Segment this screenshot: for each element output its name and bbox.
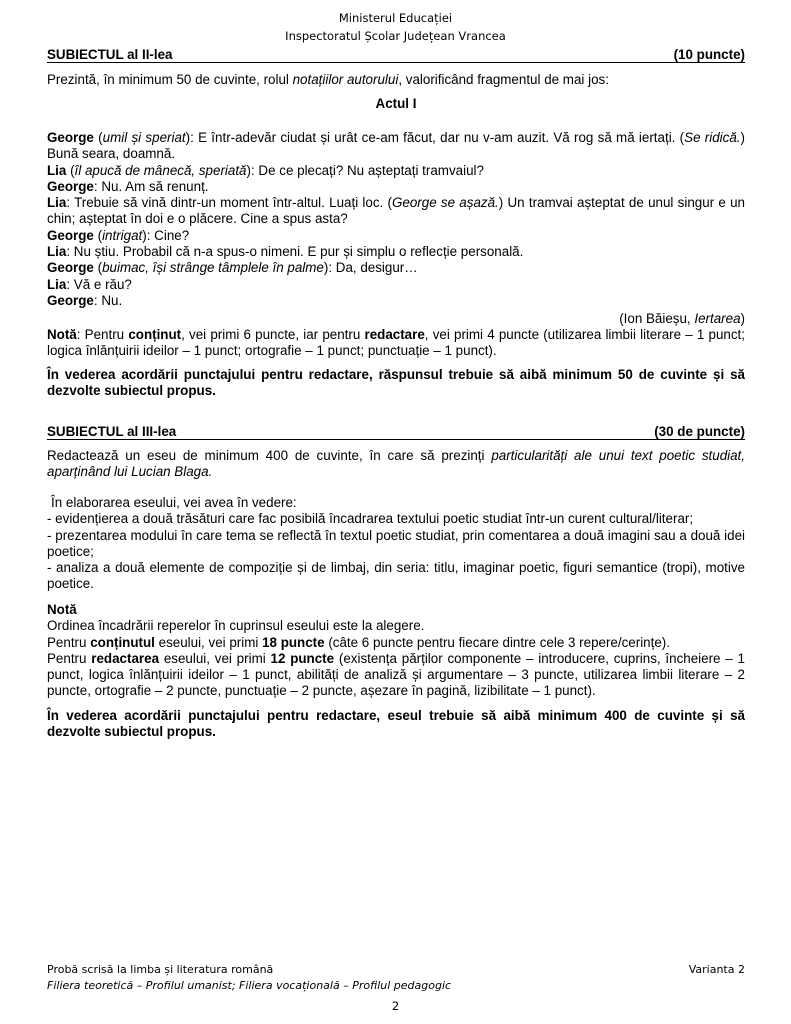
- page-number: 2: [391, 999, 400, 1013]
- act-title: Actul I: [375, 96, 417, 111]
- section-3-heading: [47, 424, 745, 440]
- dialogue-line: Lia: Vă e rău?: [47, 276, 132, 292]
- section-3-title: SUBIECTUL al III-lea: [47, 424, 177, 439]
- source-citation: (Ion Băieșu, Iertarea): [619, 311, 745, 326]
- dialogue-line: Lia: Trebuie să vină dintr-un moment într-altul. Luați loc. (George se așază.) Un tramvai așteptat de unul singur e un chin; așteptat în doi e o plăcere. Cine a spus asta?: [47, 195, 745, 227]
- footer-variant: Varianta 2: [688, 963, 745, 976]
- section-2-heading: [47, 47, 745, 63]
- section-2-bold-note: În vederea acordării punctajului pentru redactare, răspunsul trebuie să aibă minimum 50 de cuvinte și să dezvolte subiectul propus.: [47, 367, 745, 399]
- dialogue-line: George: Nu. Am să renunț.: [47, 178, 209, 194]
- section-3-note: Notă Ordinea încadrării reperelor în cuprinsul eseului este la alegere. Pentru conținutul eseului, vei primi 18 puncte (câte 6 puncte pentru fiecare dintre cele 3 repere/cerințe). Pentru redactarea eseului, vei primi 12 puncte (existența părților componente – introducere, cuprins, încheiere – 1 punct, logica înlănțuirii ideilor – 1 punct, abilități de analiză și argumentare – 3 puncte, utilizarea limbii literare – 2 puncte, ortografie – 2 puncte, punctuație – 2 puncte, așezare în pagină, lizibilitate – 1 punct).: [47, 602, 745, 699]
- requirement-item: - prezentarea modului în care tema se reflectă în textul poetic studiat, prin comentarea a două imagini sau a două idei poetice;: [47, 527, 745, 559]
- inspectorate-header: Inspectoratul Școlar Județean Vrancea: [285, 29, 506, 43]
- section-2-prompt: Prezintă, în minimum 50 de cuvinte, rolul notațiilor autorului, valorificând fragmentul de mai jos:: [47, 72, 609, 87]
- page-footer: [47, 962, 745, 994]
- dialogue-line: Lia: Nu știu. Probabil că n-a spus-o nimeni. E pur și simplu o reflecție personală.: [47, 244, 524, 260]
- dialogue-line: George (intrigat): Cine?: [47, 227, 190, 243]
- dialogue-line: Lia (îl apucă de mânecă, speriată): De ce plecați? Nu așteptați tramvaiul?: [47, 162, 484, 178]
- dialogue-line: George (buimac, își strânge tâmplele în palme): Da, desigur…: [47, 260, 418, 276]
- footer-exam: Probă scrisă la limba și literatura română: [47, 963, 274, 976]
- note-title: Notă: [47, 602, 77, 617]
- section-2-title: SUBIECTUL al II-lea: [47, 47, 173, 62]
- requirement-item: - analiza a două elemente de compoziție și de limbaj, din seria: titlu, imaginar poetic, figuri semantice (tropi), motive poetice.: [47, 560, 745, 592]
- requirement-item: - evidențierea a două trăsături care fac posibilă încadrarea textului poetic studiat într-un curent cultural/literar;: [47, 511, 694, 527]
- requirements-intro: În elaborarea eseului, vei avea în vedere:: [51, 495, 297, 510]
- section-3-bold-note: În vederea acordării punctajului pentru redactare, eseul trebuie să aibă minimum 400 de cuvinte și să dezvolte subiectul propus.: [47, 708, 745, 740]
- ministry-header: Ministerul Educației: [338, 11, 453, 25]
- dialogue-line: George: Nu.: [47, 292, 123, 308]
- requirements: [47, 495, 745, 593]
- section-3-points: (30 de puncte): [654, 424, 745, 439]
- section-2-note: Notă: Pentru conținut, vei primi 6 puncte, iar pentru redactare, vei primi 4 puncte (utilizarea limbii literare – 1 punct; logica înlănțuirii ideilor – 1 punct; ortografie – 1 punct; punctuație – 1 punct).: [47, 327, 745, 359]
- section-2-points: (10 puncte): [673, 47, 745, 62]
- dialogue-line: George (umil și speriat): E într-adevăr ciudat și urât ce-am făcut, dar nu v-am auzit. Vă rog să mă iertați. (Se ridică.) Bună seara, doamnă.: [47, 130, 745, 162]
- dialogue: [47, 130, 745, 309]
- section-3-prompt: Redactează un eseu de minimum 400 de cuvinte, în care să prezinți particularități ale unui text poetic studiat, aparținând lui Lucian Blaga.: [47, 448, 746, 480]
- footer-profile: Filiera teoretică – Profilul umanist; Filiera vocațională – Profilul pedagogic: [47, 979, 452, 992]
